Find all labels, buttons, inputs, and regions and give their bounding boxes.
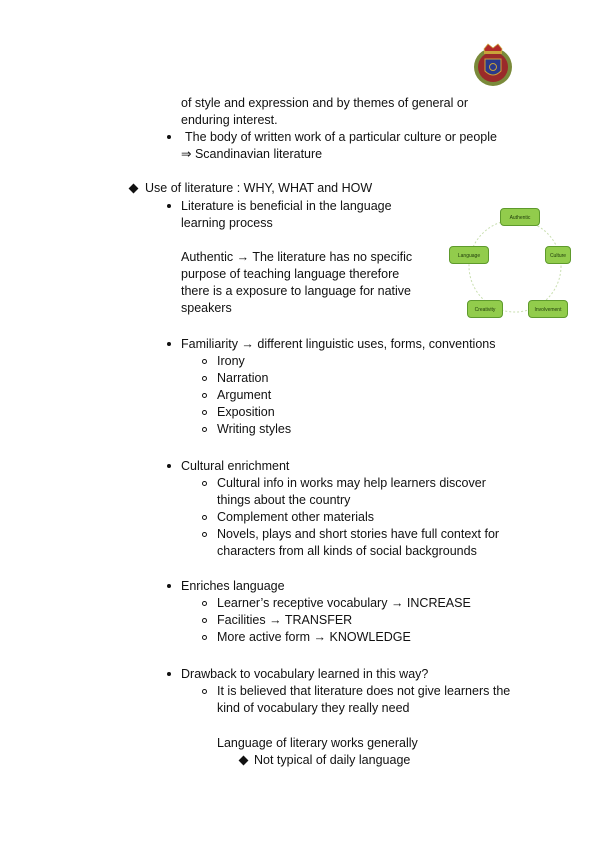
authentic-text: purpose of teaching language therefore <box>181 267 400 281</box>
cultural-item: characters from all kinds of social backgrounds <box>217 544 477 558</box>
enriches-item: Facilities → TRANSFER <box>217 613 353 627</box>
circle-bullet-icon <box>202 601 207 606</box>
drawback-sub: Not typical of daily language <box>254 753 411 767</box>
authentic-text: speakers <box>181 301 232 315</box>
circle-bullet-icon <box>202 532 207 537</box>
diagram-node-authentic: Authentic <box>500 208 540 226</box>
circle-bullet-icon <box>202 635 207 640</box>
circle-bullet-icon <box>202 359 207 364</box>
enriches-item: Learner’s receptive vocabulary → INCREASE <box>217 596 471 610</box>
authentic-text: Authentic → The literature has no specific <box>181 250 413 264</box>
cultural-item: Complement other materials <box>217 510 375 524</box>
intro-line: enduring interest. <box>181 113 278 127</box>
enriches-item: More active form → KNOWLEDGE <box>217 630 411 644</box>
drawback-label: Drawback to vocabulary learned in this way? <box>181 667 429 681</box>
circle-bullet-icon <box>202 393 207 398</box>
cultural-item: Novels, plays and short stories have full context for <box>217 527 500 541</box>
circle-bullet-icon <box>202 515 207 520</box>
circle-bullet-icon <box>202 427 207 432</box>
intro-bullet-text: ⇒ Scandinavian literature <box>181 147 323 161</box>
bullet-icon <box>167 204 171 208</box>
intro-bullet-text: The body of written work of a particular culture or people <box>185 130 497 144</box>
bullet-icon <box>167 464 171 468</box>
drawback-item: kind of vocabulary they really need <box>217 701 410 715</box>
cultural-label: Cultural enrichment <box>181 459 290 473</box>
familiarity-item: Writing styles <box>217 422 292 436</box>
cycle-diagram <box>445 202 573 324</box>
diamond-bullet-icon <box>239 756 249 766</box>
authentic-text: there is a exposure to language for native <box>181 284 412 298</box>
diagram-node-involvement: Involvement <box>528 300 568 318</box>
circle-bullet-icon <box>202 376 207 381</box>
circle-bullet-icon <box>202 618 207 623</box>
bullet-icon <box>167 135 171 139</box>
beneficial-text: learning process <box>181 216 273 230</box>
familiarity-label: Familiarity → different linguistic uses, forms, conventions <box>181 337 496 351</box>
diamond-bullet-icon <box>129 184 139 194</box>
circle-bullet-icon <box>202 481 207 486</box>
bullet-icon <box>167 342 171 346</box>
drawback-item: It is believed that literature does not give learners the <box>217 684 511 698</box>
section-title: Use of literature : WHY, WHAT and HOW <box>145 181 373 195</box>
beneficial-text: Literature is beneficial in the language <box>181 199 392 213</box>
familiarity-item: Narration <box>217 371 269 385</box>
circle-bullet-icon <box>202 410 207 415</box>
familiarity-item: Argument <box>217 388 272 402</box>
diagram-node-language: Language <box>449 246 489 264</box>
bullet-icon <box>167 672 171 676</box>
drawback-note: Language of literary works generally <box>217 736 418 750</box>
familiarity-item: Irony <box>217 354 245 368</box>
bullet-icon <box>167 584 171 588</box>
cultural-item: Cultural info in works may help learners discover <box>217 476 486 490</box>
intro-line: of style and expression and by themes of general or <box>181 96 468 110</box>
enriches-label: Enriches language <box>181 579 285 593</box>
diagram-node-culture: Culture <box>545 246 571 264</box>
circle-bullet-icon <box>202 689 207 694</box>
familiarity-item: Exposition <box>217 405 275 419</box>
cultural-item: things about the country <box>217 493 351 507</box>
university-crest-logo <box>472 40 514 88</box>
diagram-node-creativity: Creativity <box>467 300 503 318</box>
